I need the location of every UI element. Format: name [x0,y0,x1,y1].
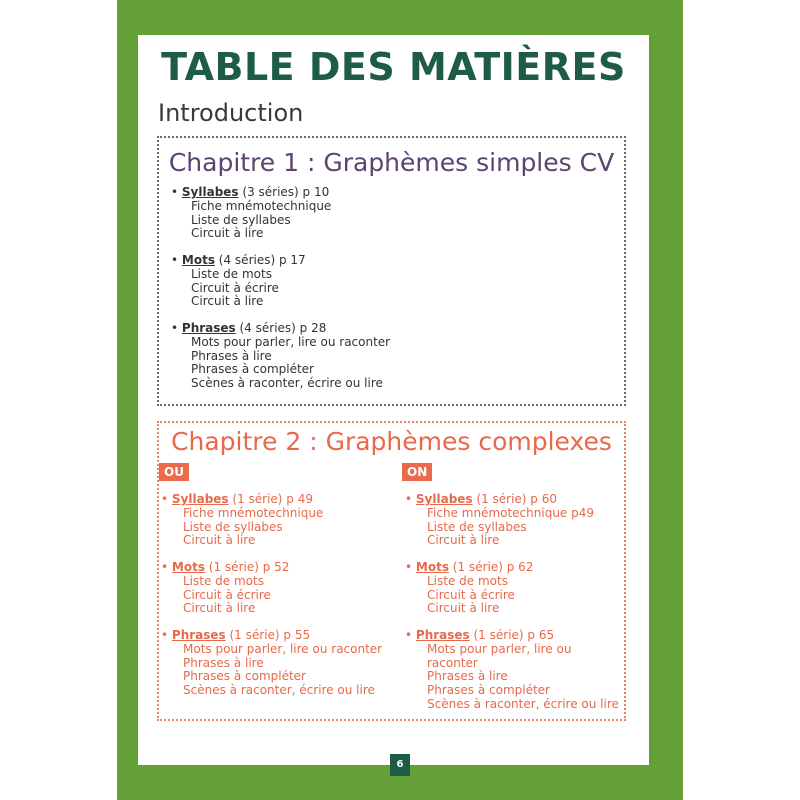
list-item: Fiche mnémotechnique [183,505,324,520]
bullet: • [405,492,413,506]
section-page: (1 série) p 49 [228,492,314,506]
list-item: Scènes à raconter, écrire ou lire [183,683,375,698]
list-item: Circuit à écrire [427,587,515,602]
chapter-1-section-syllabes [171,186,331,241]
list-item: Phrases à compléter [183,669,306,684]
list-item: Phrases à lire [191,348,272,363]
chapter-2-ou-section-syllabes [161,493,323,548]
section-name: Syllabes [171,492,229,506]
section-heading[interactable] [161,561,289,575]
chapter-2-on-section-phrases [405,629,624,712]
bullet: • [161,492,169,506]
list-item: Fiche mnémotechnique [191,198,332,213]
section-heading[interactable] [161,493,323,507]
chapter-2-on-section-mots [405,561,533,616]
list-item: Liste de mots [183,573,264,588]
list-item: Phrases à compléter [427,683,550,698]
bullet: • [161,560,169,574]
section-name: Phrases [415,628,470,642]
section-page: (3 séries) p 10 [238,185,330,199]
section-name: Phrases [181,321,236,335]
tag-ou: OU [159,463,189,481]
bullet: • [161,628,169,642]
list-item: Mots pour parler, lire ou raconter [427,641,572,670]
section-heading[interactable] [405,561,533,575]
chapter-1-section-mots [171,254,306,309]
chapter-2-title: Chapitre 2 : Graphèmes complexes [171,427,612,456]
list-item: Circuit à écrire [183,587,271,602]
chapter-2-ou-section-mots [161,561,289,616]
list-item: Liste de syllabes [427,519,527,534]
list-item: Circuit à lire [191,294,264,309]
list-item: Liste de syllabes [191,212,291,227]
section-page: (1 série) p 60 [472,492,558,506]
list-item: Circuit à lire [427,601,500,616]
section-heading[interactable] [171,322,390,336]
bullet: • [171,321,179,335]
section-name: Syllabes [181,185,239,199]
bullet: • [171,185,179,199]
section-name: Phrases [171,628,226,642]
list-item: Scènes à raconter, écrire ou lire [427,696,619,711]
tag-on: ON [402,463,432,481]
list-item: Phrases à lire [183,655,264,670]
section-name: Syllabes [415,492,473,506]
bullet: • [405,560,413,574]
chapter-2-ou-section-phrases [161,629,382,698]
list-item: Circuit à lire [183,533,256,548]
section-name: Mots [171,560,205,574]
section-page: (4 séries) p 28 [235,321,327,335]
section-name: Mots [415,560,449,574]
list-item: Circuit à lire [427,533,500,548]
section-heading[interactable] [171,254,306,268]
list-item: Liste de mots [427,573,508,588]
list-item: Liste de syllabes [183,519,283,534]
list-item: Circuit à lire [183,601,256,616]
list-item: Phrases à lire [427,669,508,684]
section-name: Mots [181,253,215,267]
chapter-2-on-section-syllabes [405,493,594,548]
section-page: (4 séries) p 17 [214,253,306,267]
section-page: (1 série) p 52 [204,560,290,574]
section-heading[interactable] [405,629,624,643]
bullet: • [171,253,179,267]
section-heading[interactable] [161,629,382,643]
section-page: (1 série) p 65 [469,628,555,642]
list-item: Phrases à compléter [191,362,314,377]
list-item: Fiche mnémotechnique p49 [427,505,595,520]
chapter-1-box [157,136,626,406]
list-item: Liste de mots [191,266,272,281]
list-item: Mots pour parler, lire ou raconter [183,641,383,656]
list-item: Mots pour parler, lire ou raconter [191,334,391,349]
list-item: Circuit à écrire [191,280,279,295]
bullet: • [405,628,413,642]
list-item: Circuit à lire [191,226,264,241]
chapter-1-title: Chapitre 1 : Graphèmes simples CV [168,148,615,177]
page-number: 6 [390,754,410,776]
chapter-2-box [157,421,626,721]
chapter-1-section-phrases [171,322,390,391]
section-page: (1 série) p 55 [225,628,311,642]
page [138,35,649,770]
section-page: (1 série) p 62 [448,560,534,574]
list-item: Scènes à raconter, écrire ou lire [191,376,383,391]
page-title: TABLE DES MATIÈRES [161,45,626,89]
section-heading[interactable] [405,493,594,507]
section-heading[interactable] [171,186,331,200]
introduction-heading: Introduction [158,99,304,127]
